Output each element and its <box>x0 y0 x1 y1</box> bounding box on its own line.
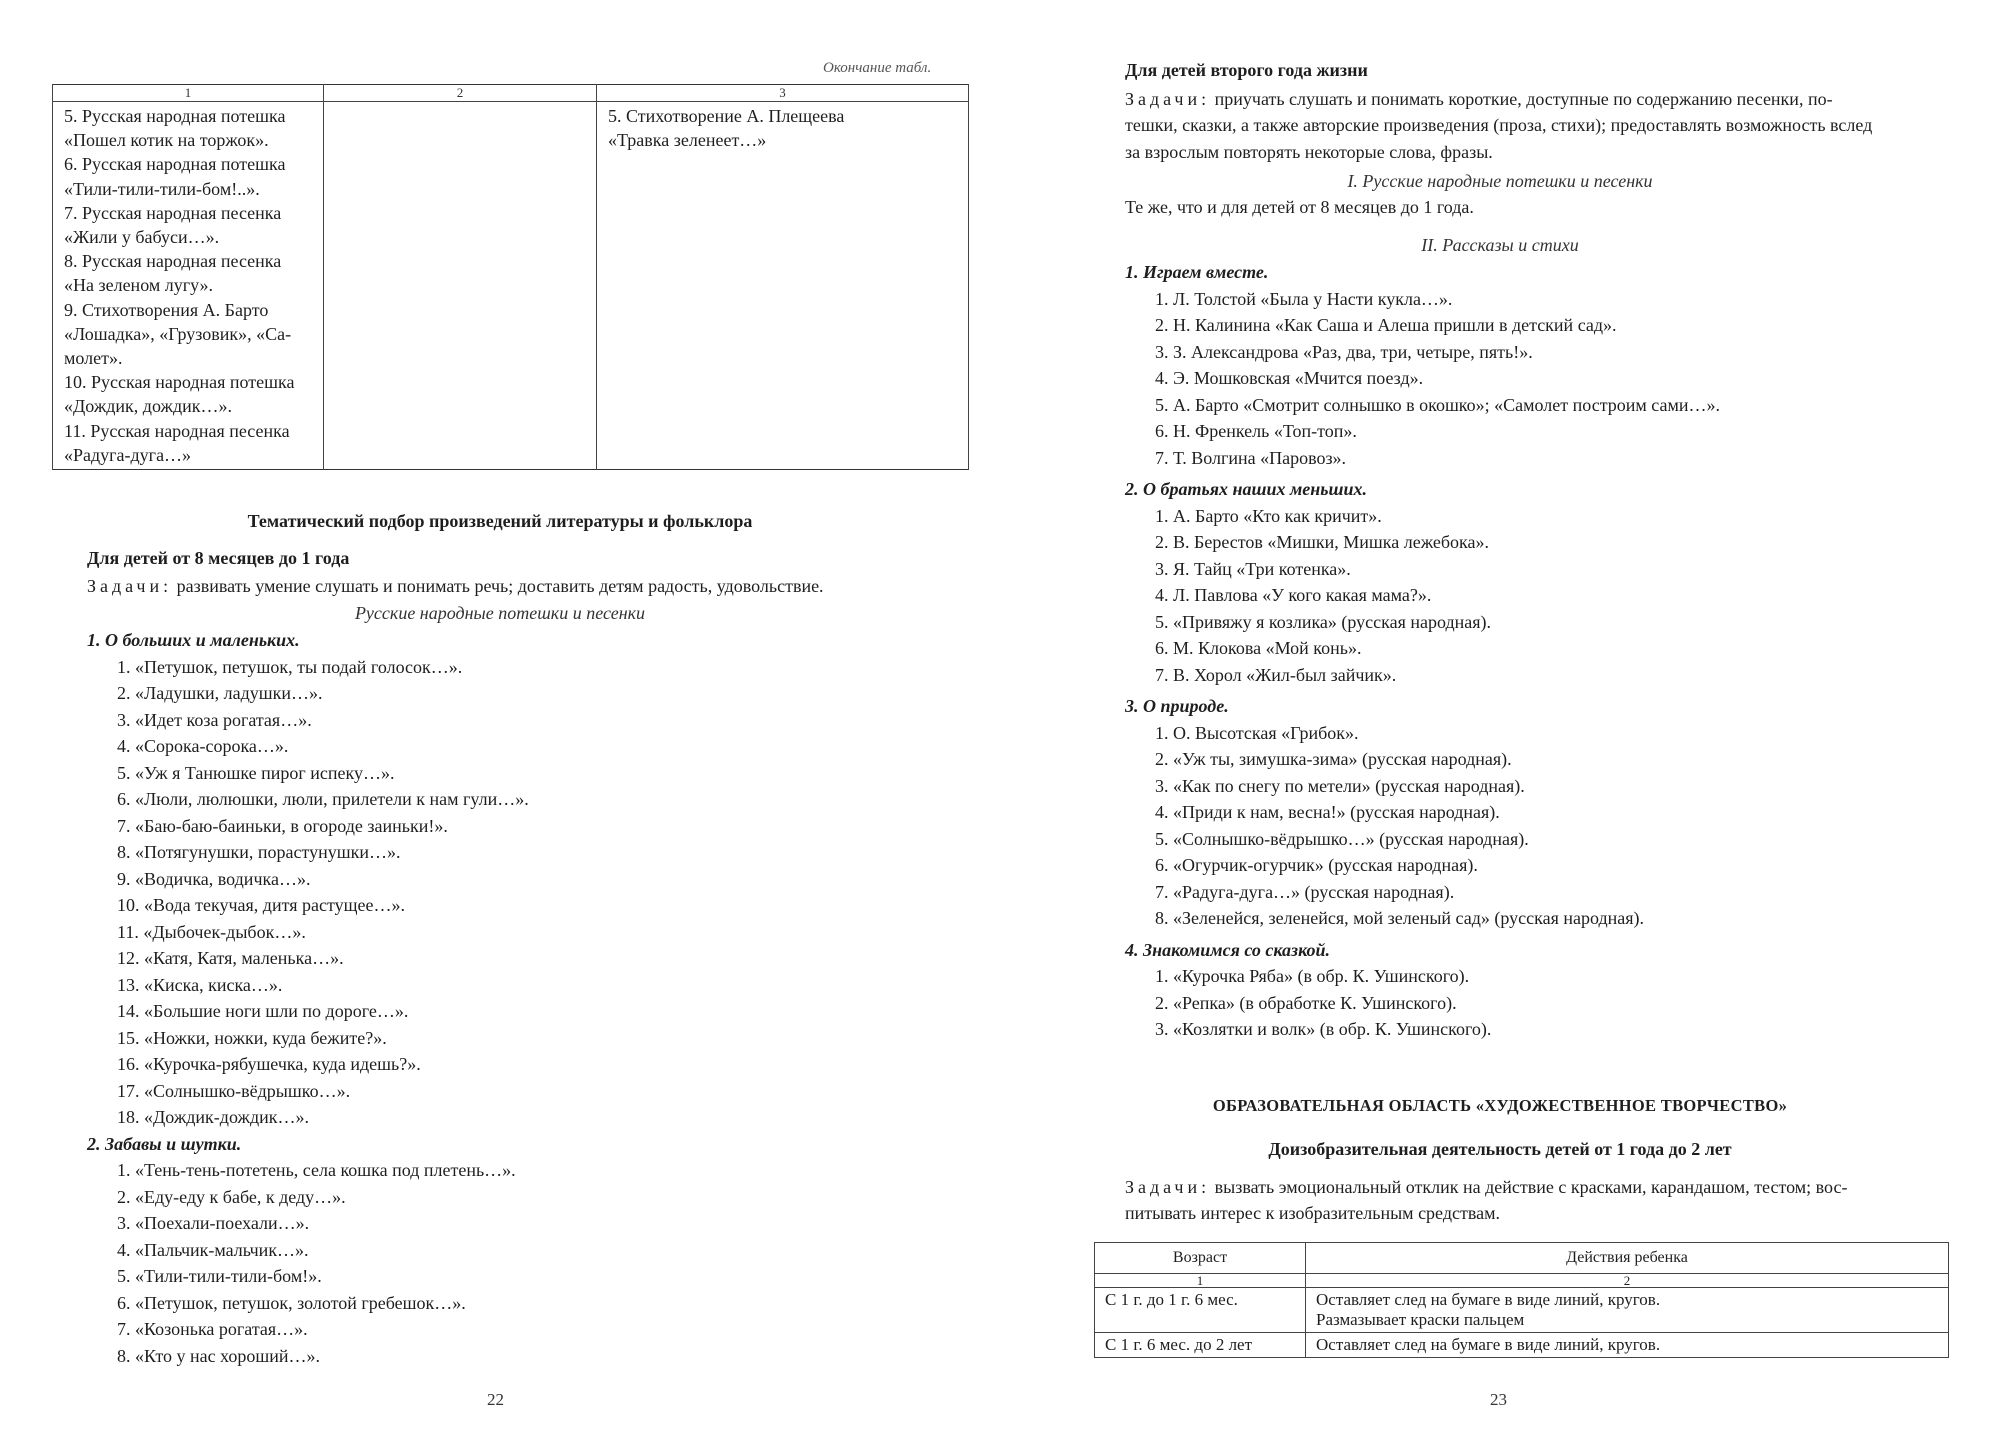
list-item: 6. М. Клокова «Мой конь». <box>1155 638 1362 658</box>
table-cell-line: 9. Стихотворения А. Барто <box>64 299 269 320</box>
section-i-text: Те же, что и для детей от 8 месяцев до 1 года. <box>1125 197 1474 217</box>
list-item: 1. «Петушок, петушок, ты подай голосок…». <box>117 656 463 677</box>
tasks-label: Задачи: <box>1125 1177 1211 1197</box>
table-cell-line: «Лошадка», «Грузовик», «Са- <box>64 323 292 344</box>
tasks-label: Задачи: <box>1125 89 1211 109</box>
list-item: 9. «Водичка, водичка…». <box>117 868 311 889</box>
list-item: 7. «Козонька рогатая…». <box>117 1319 308 1339</box>
col-number: 3 <box>597 85 969 102</box>
right-page <box>1000 0 2000 1448</box>
action-line: Оставляет след на бумаге в виде линий, кругов. <box>1316 1335 1661 1354</box>
list-item: 5. А. Барто «Смотрит солнышко в окошко»; «Самолет построим сами…». <box>1155 394 1721 415</box>
age-cell: С 1 г. 6 мес. до 2 лет <box>1095 1333 1306 1358</box>
col-number: 2 <box>324 85 597 102</box>
table-cell-line: «Пошел котик на торжок». <box>64 130 269 151</box>
age-title: Для детей второго года жизни <box>1125 60 1368 80</box>
tasks2-paragraph <box>1125 1174 1950 1227</box>
continuation-table <box>52 84 969 470</box>
list-item: 5. «Тили-тили-тили-бом!». <box>117 1266 322 1286</box>
age-title: Для детей от 8 месяцев до 1 года <box>87 548 350 568</box>
list-item: 2. «Уж ты, зимушка-зима» (русская народная). <box>1155 749 1512 769</box>
list-item: 2. «Ладушки, ладушки…». <box>117 683 323 703</box>
page-number: 22 <box>487 1390 504 1409</box>
tasks-line <box>87 576 824 597</box>
list-item: 3. Я. Тайц «Три котенка». <box>1155 558 1351 579</box>
list-item: 3. «Как по снегу по метели» (русская народная). <box>1155 775 1525 796</box>
main-title: Тематический подбор произведений литературы и фольклора <box>247 511 753 531</box>
list-item: 2. В. Берестов «Мишки, Мишка лежебока». <box>1155 532 1490 552</box>
list-item: 3. З. Александрова «Раз, два, три, четыре, пять!». <box>1155 341 1533 362</box>
list-item: 4. «Пальчик-мальчик…». <box>117 1239 309 1260</box>
table-cell-col2 <box>324 102 597 470</box>
subsection-title: Русские народные потешки и песенки <box>354 603 646 623</box>
list-item: 7. В. Хорол «Жил-был зайчик». <box>1155 664 1397 685</box>
table-header-row <box>53 85 969 102</box>
list-item: 2. Н. Калинина «Как Саша и Алеша пришли в детский сад». <box>1155 315 1617 335</box>
tasks-text: приучать слушать и понимать короткие, доступные по содержанию песенки, по- <box>1214 89 1833 109</box>
section-ii-title: II. Рассказы и стихи <box>1421 235 1579 255</box>
list-item: 3. «Идет коза рогатая…». <box>117 709 312 730</box>
list-item: 2. «Еду-еду к бабе, к деду…». <box>117 1186 346 1207</box>
list-item: 4. «Сорока-сорока…». <box>117 736 289 756</box>
table-row <box>53 102 969 470</box>
tasks-line <box>1125 86 1950 112</box>
list-item: 7. «Баю-баю-баиньки, в огороде заиньки!». <box>117 815 448 836</box>
table-cell-line: 6. Русская народная потешка <box>64 154 286 175</box>
actions-cell <box>1306 1288 1949 1333</box>
list-item: 1. А. Барто «Кто как кричит». <box>1155 505 1382 526</box>
tasks-text: вызвать эмоциональный отклик на действие с красками, карандашом, тестом; вос- <box>1214 1177 1848 1197</box>
table-cell-col3 <box>597 102 969 470</box>
section-title: 4. Знакомимся со сказкой. <box>1125 939 1331 960</box>
column-header: Возраст <box>1095 1243 1306 1274</box>
age-actions-table <box>1094 1242 1949 1358</box>
tasks-line <box>1125 1174 1950 1200</box>
table-row <box>1095 1288 1949 1333</box>
table-cell-line: 5. Стихотворение А. Плещеева <box>608 106 845 126</box>
table-cell-line: «Тили-тили-тили-бом!..». <box>64 178 260 199</box>
tasks-label: Задачи: <box>87 576 173 596</box>
col-number: 1 <box>53 85 324 102</box>
section-title: 1. Играем вместе. <box>1125 262 1269 282</box>
list-item: 1. «Тень-тень-потетень, села кошка под плетень…». <box>117 1160 516 1180</box>
table-cell-line: «Жили у бабуси…». <box>64 227 220 248</box>
table-cell-line: молет». <box>64 348 123 369</box>
list-item: 8. «Кто у нас хороший…». <box>117 1345 321 1366</box>
table-cell-line: «На зеленом лугу». <box>64 275 214 296</box>
list-item: 10. «Вода текучая, дитя растущее…». <box>117 895 405 915</box>
continuation-label: Окончание табл. <box>823 60 932 76</box>
column-header: Действия ребенка <box>1306 1243 1949 1274</box>
tasks-line: тешки, сказки, а также авторские произведения (проза, стихи); предоставлять возможность вслед <box>1125 115 1873 136</box>
tasks-text: развивать умение слушать и понимать речь; доставить детям радость, удовольствие. <box>176 576 824 596</box>
list-item: 16. «Курочка-рябушечка, куда идешь?». <box>117 1054 421 1074</box>
tasks-paragraph <box>1125 86 1950 165</box>
table-cell-line: 7. Русская народная песенка <box>64 202 282 223</box>
table-number-row <box>1095 1274 1949 1288</box>
activity-title: Доизобразительная деятельность детей от 1 года до 2 лет <box>1268 1139 1732 1159</box>
col-number: 1 <box>1095 1274 1306 1288</box>
table-header-row <box>1095 1243 1949 1274</box>
action-line: Размазывает краски пальцем <box>1316 1310 1525 1329</box>
list-item: 14. «Большие ноги шли по дороге…». <box>117 1001 409 1021</box>
list-item: 7. Т. Волгина «Паровоз». <box>1155 447 1347 468</box>
area-title: ОБРАЗОВАТЕЛЬНАЯ ОБЛАСТЬ «ХУДОЖЕСТВЕННОЕ ТВОРЧЕСТВО» <box>1212 1096 1788 1115</box>
list-item: 6. «Петушок, петушок, золотой гребешок…». <box>117 1292 466 1313</box>
list-item: 18. «Дождик-дождик…». <box>117 1107 309 1127</box>
list-item: 5. «Привяжу я козлика» (русская народная). <box>1155 611 1492 632</box>
col3-lines <box>608 104 957 152</box>
page-number: 23 <box>1490 1390 1507 1409</box>
list-item: 4. Л. Павлова «У кого какая мама?». <box>1155 585 1432 605</box>
list-item: 5. «Уж я Танюшке пирог испеку…». <box>117 762 395 783</box>
list-item: 4. Э. Мошковская «Мчится поезд». <box>1155 368 1424 388</box>
section-i-title: I. Русские народные потешки и песенки <box>1347 171 1653 191</box>
list-item: 6. Н. Френкель «Топ-топ». <box>1155 421 1357 441</box>
list-item: 13. «Киска, киска…». <box>117 974 283 995</box>
tasks-line: питывать интерес к изобразительным средствам. <box>1125 1203 1500 1224</box>
col-number: 2 <box>1306 1274 1949 1288</box>
table-cell-line: «Радуга-дуга…» <box>64 444 192 465</box>
table-cell-line: 8. Русская народная песенка <box>64 251 282 272</box>
table-body <box>1095 1288 1949 1358</box>
list-item: 1. «Курочка Ряба» (в обр. К. Ушинского). <box>1155 966 1470 986</box>
table-cell-col1 <box>53 102 324 470</box>
action-line: Оставляет след на бумаге в виде линий, кругов. <box>1316 1290 1661 1309</box>
list-item: 4. «Приди к нам, весна!» (русская народная). <box>1155 802 1500 822</box>
list-item: 1. Л. Толстой «Была у Насти кукла…». <box>1155 288 1453 309</box>
list-item: 17. «Солнышко-вёдрышко…». <box>117 1080 351 1101</box>
section-title: 3. О природе. <box>1125 696 1229 716</box>
table-cell-line: 10. Русская народная потешка <box>64 372 295 393</box>
list-item: 6. «Огурчик-огурчик» (русская народная). <box>1155 855 1478 875</box>
section-title: 2. О братьях наших меньших. <box>1125 479 1368 499</box>
list-item: 15. «Ножки, ножки, куда бежите?». <box>117 1027 387 1048</box>
list-item: 2. «Репка» (в обработке К. Ушинского). <box>1155 992 1457 1013</box>
tasks-line: за взрослым повторять некоторые слова, фразы. <box>1125 141 1493 162</box>
list-item: 11. «Дыбочек-дыбок…». <box>117 921 306 942</box>
list-item: 1. О. Высотская «Грибок». <box>1155 722 1359 743</box>
section-title: 1. О больших и маленьких. <box>87 630 300 650</box>
list-item: 6. «Люли, люлюшки, люли, прилетели к нам гули…». <box>117 789 529 809</box>
table-row <box>1095 1333 1949 1358</box>
table-cell-line: «Травка зеленеет…» <box>608 130 767 151</box>
actions-cell <box>1306 1333 1949 1358</box>
col1-lines <box>64 104 312 467</box>
list-item: 3. «Поехали-поехали…». <box>117 1213 310 1233</box>
list-item: 3. «Козлятки и волк» (в обр. К. Ушинского). <box>1155 1019 1492 1039</box>
list-item: 5. «Солнышко-вёдрышко…» (русская народная). <box>1155 828 1529 849</box>
list-item: 8. «Потягунушки, порастунушки…». <box>117 842 401 862</box>
list-item: 12. «Катя, Катя, маленька…». <box>117 948 344 968</box>
age-cell: С 1 г. до 1 г. 6 мес. <box>1095 1288 1306 1333</box>
section-title: 2. Забавы и шутки. <box>87 1133 242 1154</box>
list-item: 8. «Зеленейся, зеленейся, мой зеленый сад» (русская народная). <box>1155 908 1645 928</box>
table-cell-line: 5. Русская народная потешка <box>64 106 286 126</box>
table-cell-line: 11. Русская народная песенка <box>64 420 290 441</box>
table-cell-line: «Дождик, дождик…». <box>64 396 232 417</box>
list-item: 7. «Радуга-дуга…» (русская народная). <box>1155 881 1455 902</box>
